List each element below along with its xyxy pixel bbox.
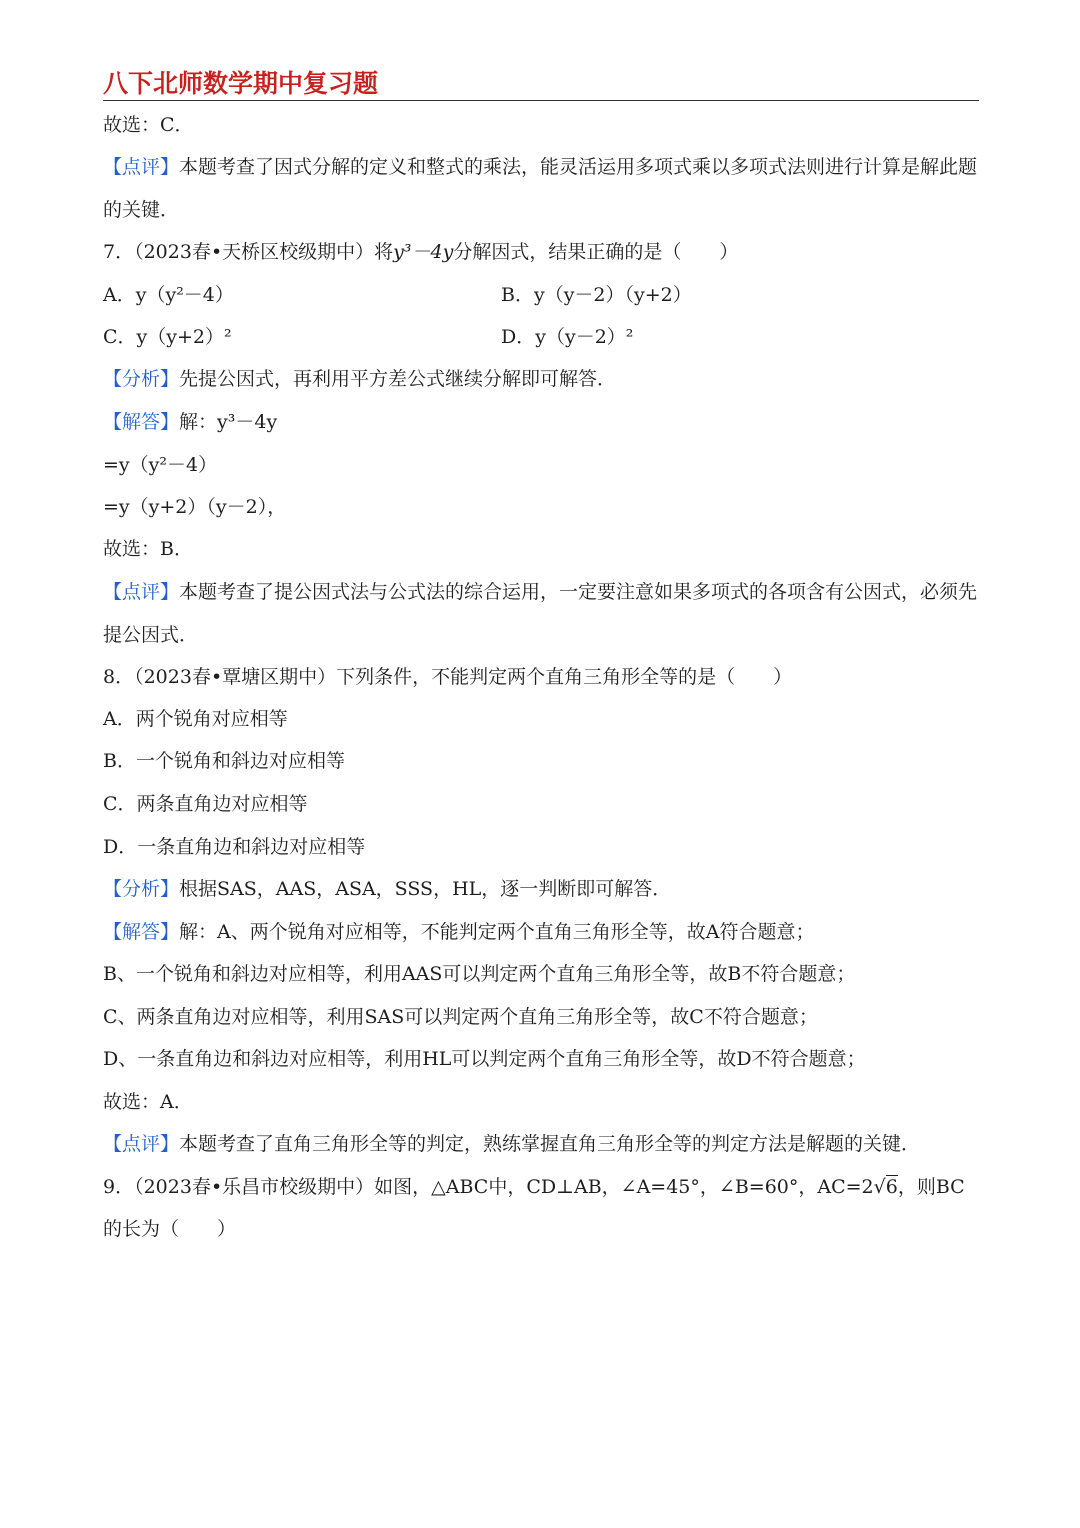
q9-sqrt-radicand: 6 <box>885 1176 898 1198</box>
q7-stem-post: 分解因式，结果正确的是（ ） <box>453 241 739 263</box>
analysis-tag: 【分析】 <box>103 368 180 390</box>
q7-stem <box>103 237 983 267</box>
q7-stem-pre: 7．（2023春•天桥区校级期中）将 <box>103 241 394 263</box>
page-header <box>103 60 979 101</box>
q7-solution-2: =y（y²－4） <box>103 454 218 476</box>
q7-option-d: D．y（y－2）² <box>501 326 634 348</box>
q8-solution-4: D、一条直角边和斜边对应相等，利用HL可以判定两个直角三角形全等，故D不符合题意； <box>103 1048 866 1070</box>
q7-option-c: C．y（y+2）² <box>103 326 232 348</box>
q8-solution-3: C、两条直角边对应相等，利用SAS可以判定两个直角三角形全等，故C不符合题意； <box>103 1006 818 1028</box>
q6-comment-text: 本题考查了因式分解的定义和整式的乘法，能灵活运用多项式乘以多项式法则进行计算是解此题 <box>179 156 978 178</box>
q8-stem: 8．（2023春•覃塘区期中）下列条件，不能判定两个直角三角形全等的是（ ） <box>103 666 793 688</box>
q8-choice: 故选：A． <box>103 1091 193 1113</box>
q7-solution-1 <box>103 407 983 437</box>
analysis-tag: 【分析】 <box>103 878 180 900</box>
q8-comment <box>103 1129 983 1159</box>
q7-comment-text: 本题考查了提公因式法与公式法的综合运用，一定要注意如果多项式的各项含有公因式，必须先 <box>179 581 978 603</box>
solution-tag: 【解答】 <box>103 921 180 943</box>
comment-tag: 【点评】 <box>103 156 180 178</box>
q8-solution-1 <box>103 917 983 947</box>
q8-option-d: D．一条直角边和斜边对应相等 <box>103 836 366 858</box>
q8-option-a: A．两个锐角对应相等 <box>103 708 288 730</box>
solution-tag: 【解答】 <box>103 411 180 433</box>
comment-tag: 【点评】 <box>103 1133 180 1155</box>
q7-analysis <box>103 364 983 394</box>
q7-solution-3: =y（y+2）（y－2）， <box>103 496 287 518</box>
q8-solution-text-1: 解：A、两个锐角对应相等，不能判定两个直角三角形全等，故A符合题意； <box>179 921 815 943</box>
q9-stem-post: ，则BC <box>897 1176 965 1198</box>
comment-tag: 【点评】 <box>103 581 180 603</box>
q7-comment-line-2: 提公因式． <box>103 624 199 646</box>
q7-options-row-1 <box>103 280 983 310</box>
page-title: 八下北师数学期中复习题 <box>103 69 379 98</box>
q8-option-c: C．两条直角边对应相等 <box>103 793 308 815</box>
q8-option-b: B．一个锐角和斜边对应相等 <box>103 750 345 772</box>
q6-comment-line-1 <box>103 152 983 182</box>
q7-choice: 故选：B． <box>103 538 193 560</box>
q7-option-b: B．y（y－2）（y+2） <box>501 284 692 306</box>
q9-stem-pre: 9．（2023春•乐昌市校级期中）如图，△ABC中，CD⊥AB，∠A=45°，∠B=60°，AC=2 <box>103 1176 874 1198</box>
q7-option-a: A．y（y²－4） <box>103 284 234 306</box>
q7-comment-line-1 <box>103 577 983 607</box>
q7-analysis-text: 先提公因式，再利用平方差公式继续分解即可解答． <box>179 368 617 390</box>
q8-analysis-text: 根据SAS，AAS，ASA，SSS，HL，逐一判断即可解答． <box>179 878 672 900</box>
q7-stem-expr: y³－4y <box>393 241 454 263</box>
q7-solution-text-1: 解：y³－4y <box>179 411 278 433</box>
q8-analysis <box>103 874 983 904</box>
sqrt-symbol: √ <box>873 1176 886 1198</box>
q9-stem-line-1 <box>103 1172 983 1202</box>
q7-options-row-2 <box>103 322 983 352</box>
q8-comment-text: 本题考查了直角三角形全等的判定，熟练掌握直角三角形全等的判定方法是解题的关键． <box>179 1133 921 1155</box>
q8-solution-2: B、一个锐角和斜边对应相等，利用AAS可以判定两个直角三角形全等，故B不符合题意； <box>103 963 856 985</box>
q6-comment-line-2: 的关键． <box>103 199 180 221</box>
q6-choice: 故选：C． <box>103 114 194 136</box>
q9-stem-line-2: 的长为（ ） <box>103 1218 237 1240</box>
